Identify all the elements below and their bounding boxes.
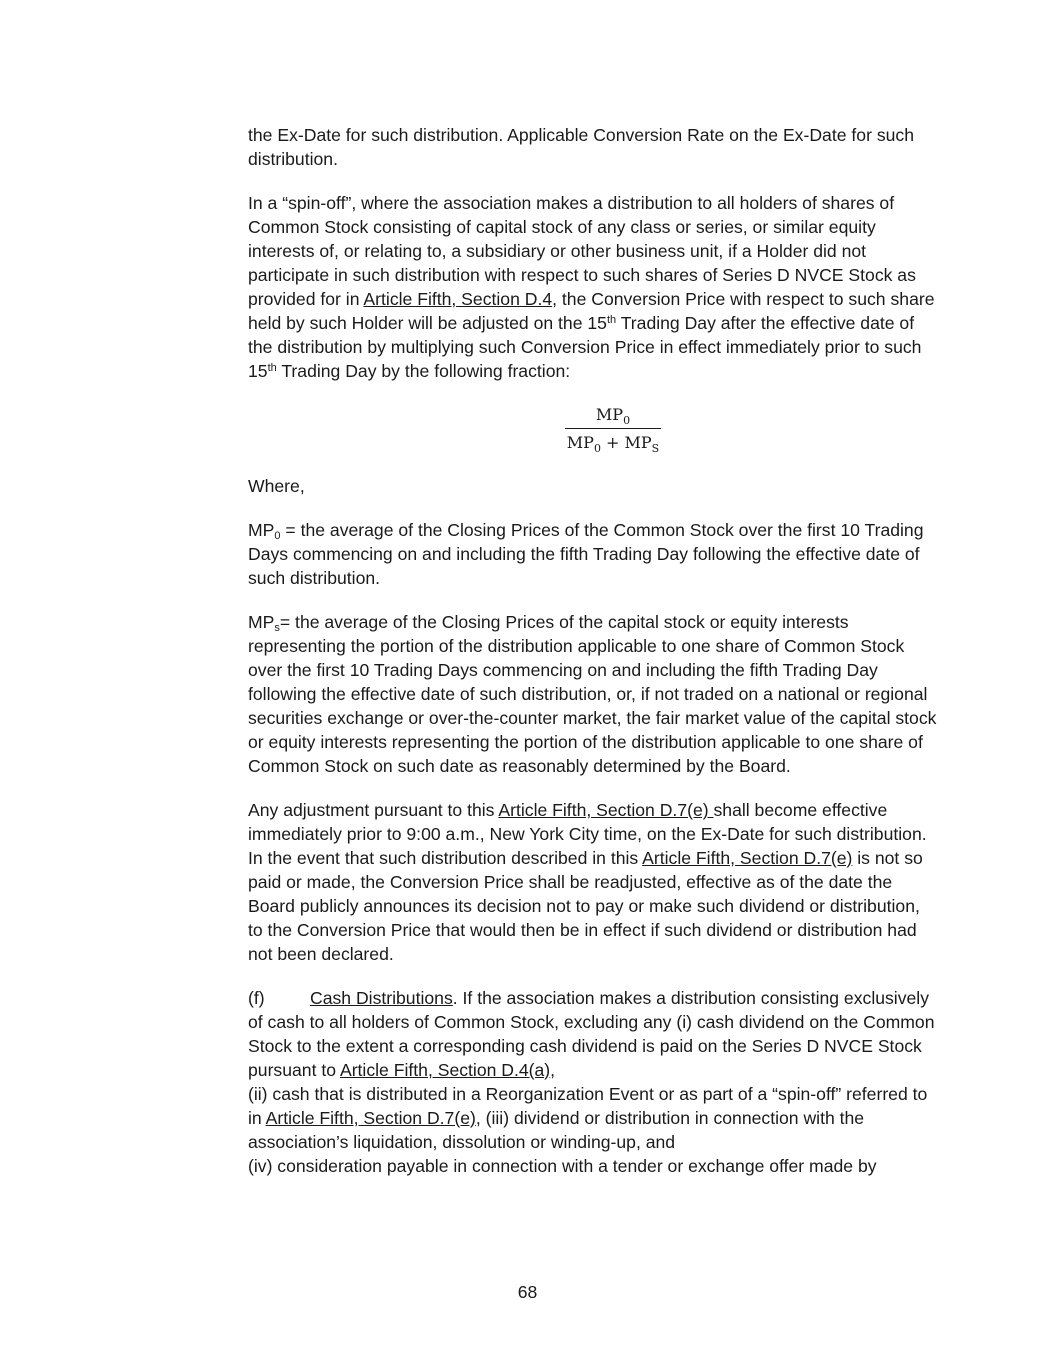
paragraph-ex-date <box>248 124 938 172</box>
cash-text-b: , <box>550 1059 556 1080</box>
mps-definition-text: = the average of the Closing Prices of the capital stock or equity interests representing the portion of the distribution applicable to one share of Common Stock over the first 10 Trading Days commencing on and including the fifth Trading Day following the effective date of such distribution, or, if not traded on a national or regional securities exchange or over-the-counter market, the fair market value of the capital stock or equity interests representing the portion of the distribution applicable to one share of Common Stock on such date as reasonably determined by the Board. <box>248 612 937 776</box>
document-body <box>248 124 938 1199</box>
mp0-subscript: 0 <box>274 530 281 543</box>
ordinal-suffix: th <box>267 361 277 374</box>
adjustment-text-c: is not so paid or made, the Conversion Price shall be readjusted, effective as of the date the Board publicly announces its decision not to pay or make such dividend or distribution, to the Conversion Price that would then be in effect if such dividend or distribution had not been declared. <box>248 848 923 964</box>
numerator-subscript: 0 <box>623 414 631 428</box>
ordinal-suffix: th <box>606 313 617 326</box>
where-label <box>248 475 938 499</box>
cash-text-a: . If the association makes a distribution consisting exclusively of cash to all holders of Common Stock, excluding any (i) cash dividend on the Common Stock to the extent a corresponding cash dividend is paid on the Series D NVCE Stock pursuant to <box>248 988 935 1080</box>
paragraph-adjustment <box>248 799 938 966</box>
denominator-symbol-a: MP <box>566 433 594 453</box>
plus-operator: + <box>600 433 625 453</box>
article-fifth-d7e-reference: Article Fifth, Section D.7(e) <box>265 1107 476 1128</box>
denominator-symbol-b: MP <box>624 433 652 453</box>
spin-off-text-a: In a “spin-off”, where the association makes a distribution to all holders of shares of Common Stock consisting of capital stock of any class or series, or similar equity interests of, or relating to, a subsidiary or other business unit, if a Holder did not participate in such distribution with respect to such shares of Series D NVCE Stock as provided for in <box>248 193 916 309</box>
mps-symbol: MP <box>248 612 275 633</box>
spin-off-text-c: Trading Day after the effective date of the distribution by multiplying such Conversion Price in effect immediately prior to such 15 <box>248 312 922 381</box>
cash-text-c: (ii) cash that is distributed in a Reorganization Event or as part of a “spin-off” referred to in <box>248 1083 928 1128</box>
cash-text-d: , (iii) dividend or distribution in connection with the association’s liquidation, dissolution or winding-up, and <box>248 1107 865 1152</box>
cash-text-e: (iv) consideration payable in connection with a tender or exchange offer made by <box>248 1155 877 1176</box>
fraction-denominator <box>563 429 663 454</box>
paragraph-cash-distributions <box>248 987 938 1178</box>
numerator-symbol: MP <box>595 405 624 425</box>
mp0-definition-text: = the average of the Closing Prices of the Common Stock over the first 10 Trading Days commencing on and including the fifth Trading Day following the effective date of such distribution. <box>248 520 924 589</box>
page-number: 68 <box>517 1282 538 1302</box>
definition-mp0 <box>248 519 938 591</box>
mp0-symbol: MP <box>248 520 275 541</box>
article-fifth-d7e-reference: Article Fifth, Section D.7(e) <box>642 848 853 869</box>
fraction-numerator <box>592 404 634 428</box>
fraction <box>563 404 663 454</box>
article-fifth-d4-reference: Article Fifth, Section D.4 <box>363 288 553 309</box>
adjustment-text-b: shall become effective immediately prior to 9:00 a.m., New York City time, on the Ex-Date for such distribution. In the event that such distribution described in this <box>248 800 927 869</box>
denominator-subscript-a: 0 <box>593 442 601 456</box>
section-marker-f: (f) <box>248 988 265 1009</box>
adjustment-text-a: Any adjustment pursuant to this <box>248 800 499 821</box>
where-text: Where, <box>248 475 305 496</box>
paragraph-ex-date-text: the Ex-Date for such distribution. Applicable Conversion Rate on the Ex-Date for such distribution. <box>248 125 914 169</box>
article-fifth-d7e-reference: Article Fifth, Section D.7(e) <box>498 800 714 821</box>
article-fifth-d4a-reference: Article Fifth, Section D.4(a) <box>339 1059 551 1080</box>
definition-mps <box>248 611 938 778</box>
paragraph-spin-off <box>248 192 938 383</box>
spin-off-text-b: , the Conversion Price with respect to such share held by such Holder will be adjusted on the 15 <box>248 288 935 333</box>
mps-subscript: s <box>274 622 280 635</box>
cash-distributions-heading: Cash Distributions <box>310 988 453 1009</box>
conversion-fraction <box>248 404 938 454</box>
spin-off-text-d: Trading Day by the following fraction: <box>276 360 571 381</box>
denominator-subscript-b: S <box>651 442 660 456</box>
